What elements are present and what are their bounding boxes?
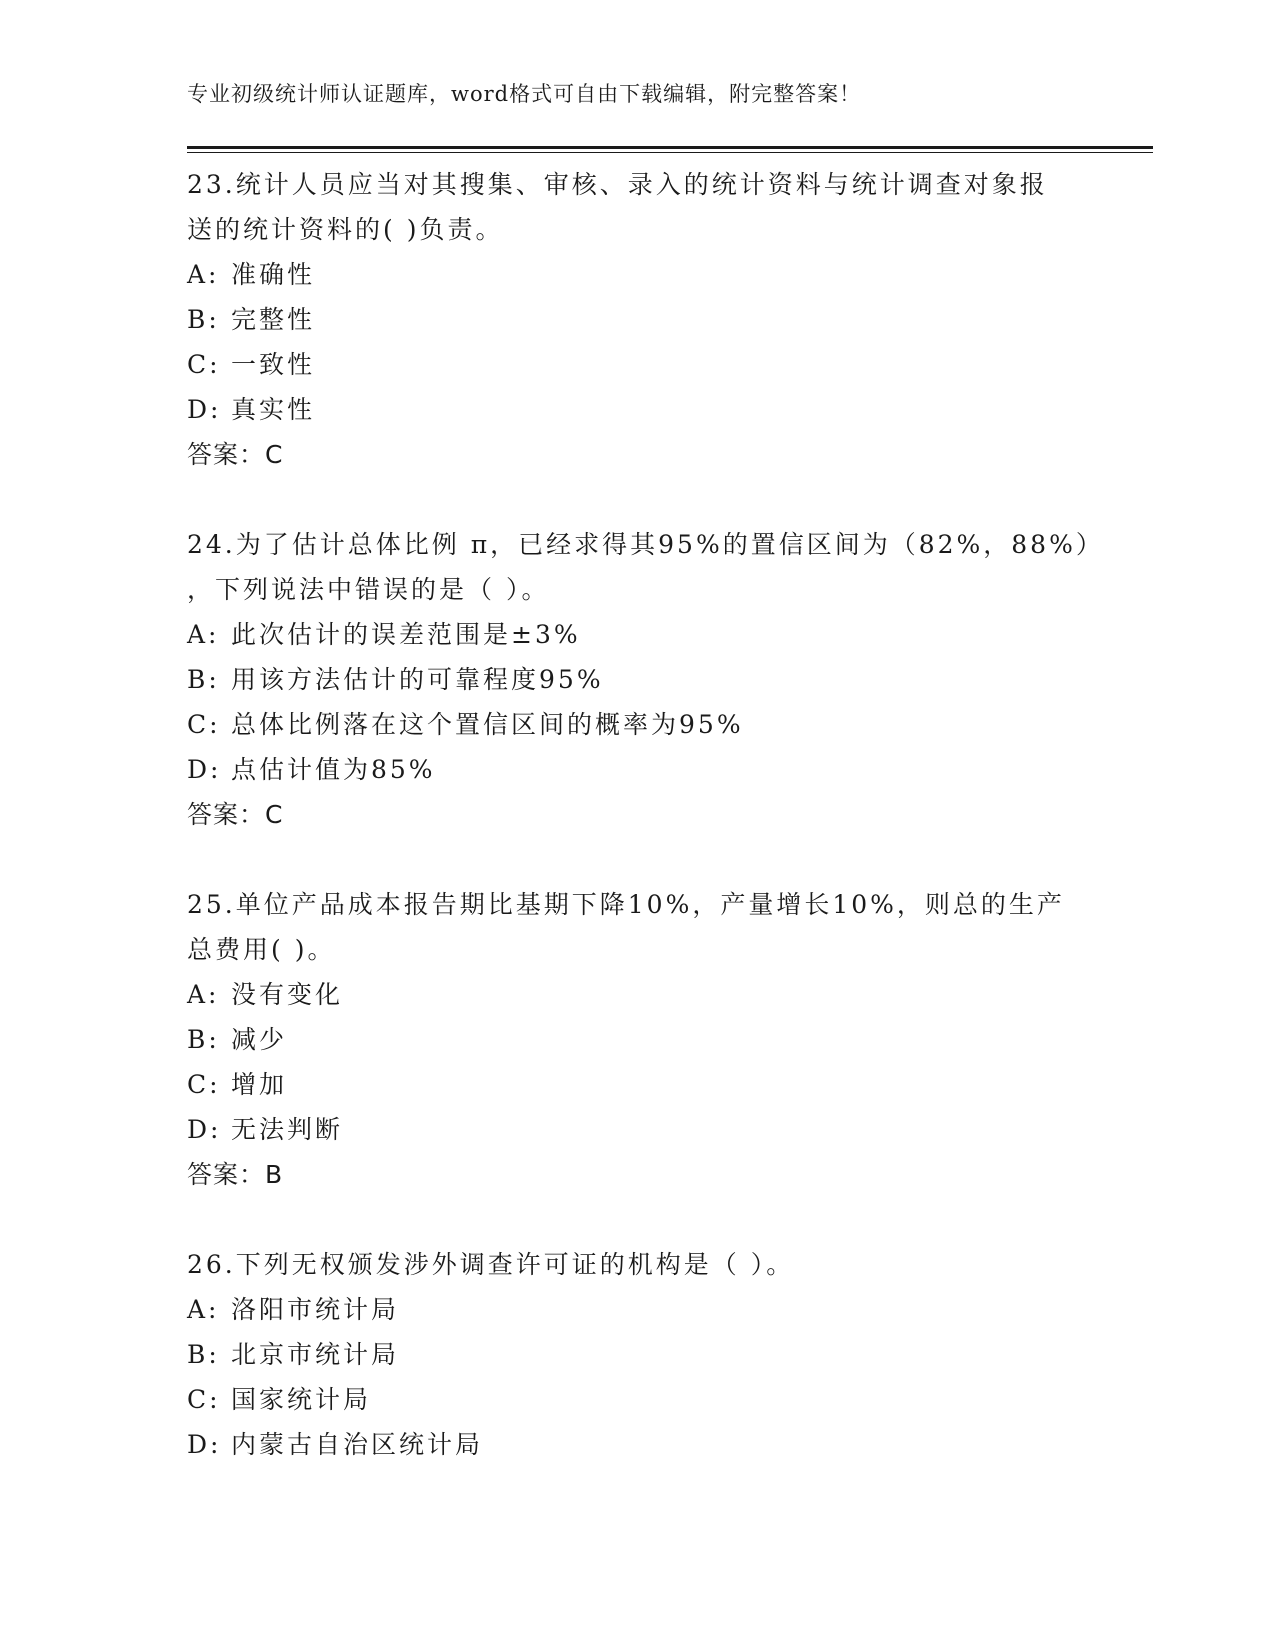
option-text: 完整性	[231, 305, 316, 334]
option-letter: C:	[187, 710, 221, 739]
header-rule-thick	[187, 146, 1153, 149]
option-text: 此次估计的误差范围是±3%	[231, 620, 581, 649]
option-letter: A:	[187, 620, 220, 649]
option-d	[187, 1422, 1087, 1467]
option-text: 一致性	[231, 350, 316, 379]
question-24	[187, 522, 1104, 837]
option-letter: C:	[187, 1070, 221, 1099]
option-text: 北京市统计局	[231, 1340, 400, 1369]
option-letter: D:	[187, 1115, 222, 1144]
option-a	[187, 972, 1087, 1017]
question-text-line: 23.统计人员应当对其搜集、审核、录入的统计资料与统计调查对象报	[187, 170, 1048, 199]
question-26	[187, 1242, 1087, 1467]
option-letter: A:	[187, 260, 220, 289]
option-letter: B:	[187, 1340, 220, 1369]
option-letter: B:	[187, 665, 220, 694]
option-text: 真实性	[231, 395, 316, 424]
option-text: 内蒙古自治区统计局	[231, 1430, 484, 1459]
question-25	[187, 882, 1087, 1197]
option-text: 减少	[231, 1025, 288, 1054]
option-letter: B:	[187, 1025, 220, 1054]
header-rule-thin	[187, 152, 1153, 153]
answer-line: 答案：C	[187, 800, 284, 829]
answer-line: 答案：B	[187, 1160, 284, 1189]
option-d	[187, 1107, 1087, 1152]
option-d	[187, 387, 1087, 432]
option-text: 总体比例落在这个置信区间的概率为95%	[231, 710, 744, 739]
option-letter: C:	[187, 1385, 221, 1414]
question-text-line: ，下列说法中错误的是（ ）。	[187, 575, 550, 604]
option-letter: D:	[187, 395, 222, 424]
question-text-line: 26.下列无权颁发涉外调查许可证的机构是（ ）。	[187, 1250, 795, 1279]
option-b	[187, 657, 1087, 702]
option-a	[187, 252, 1087, 297]
option-letter: A:	[187, 980, 220, 1009]
option-letter: A:	[187, 1295, 220, 1324]
option-text: 点估计值为85%	[231, 755, 436, 784]
option-c	[187, 342, 1087, 387]
question-text-line: 25.单位产品成本报告期比基期下降10%，产量增长10%，则总的生产	[187, 890, 1065, 919]
option-b	[187, 1017, 1087, 1062]
option-a	[187, 612, 1087, 657]
option-letter: C:	[187, 350, 221, 379]
option-b	[187, 1332, 1087, 1377]
option-text: 增加	[231, 1070, 288, 1099]
answer-line: 答案：C	[187, 440, 284, 469]
question-text-line: 总费用( )。	[187, 935, 336, 964]
option-d	[187, 747, 1087, 792]
option-c	[187, 1062, 1087, 1107]
option-letter: D:	[187, 755, 222, 784]
option-c	[187, 702, 1087, 747]
option-letter: D:	[187, 1430, 222, 1459]
option-text: 没有变化	[231, 980, 344, 1009]
question-text-line: 24.为了估计总体比例 π，已经求得其95%的置信区间为（82%，88%）	[187, 530, 1104, 559]
option-text: 洛阳市统计局	[231, 1295, 400, 1324]
option-a	[187, 1287, 1087, 1332]
option-letter: B:	[187, 305, 220, 334]
option-text: 准确性	[231, 260, 316, 289]
question-list	[187, 162, 1104, 1467]
option-text: 国家统计局	[231, 1385, 372, 1414]
option-c	[187, 1377, 1087, 1422]
option-b	[187, 297, 1087, 342]
option-text: 用该方法估计的可靠程度95%	[231, 665, 604, 694]
page-header: 专业初级统计师认证题库，word格式可自由下载编辑，附完整答案！	[187, 82, 862, 106]
question-text-line: 送的统计资料的( )负责。	[187, 215, 504, 244]
question-23	[187, 162, 1087, 477]
option-text: 无法判断	[231, 1115, 344, 1144]
